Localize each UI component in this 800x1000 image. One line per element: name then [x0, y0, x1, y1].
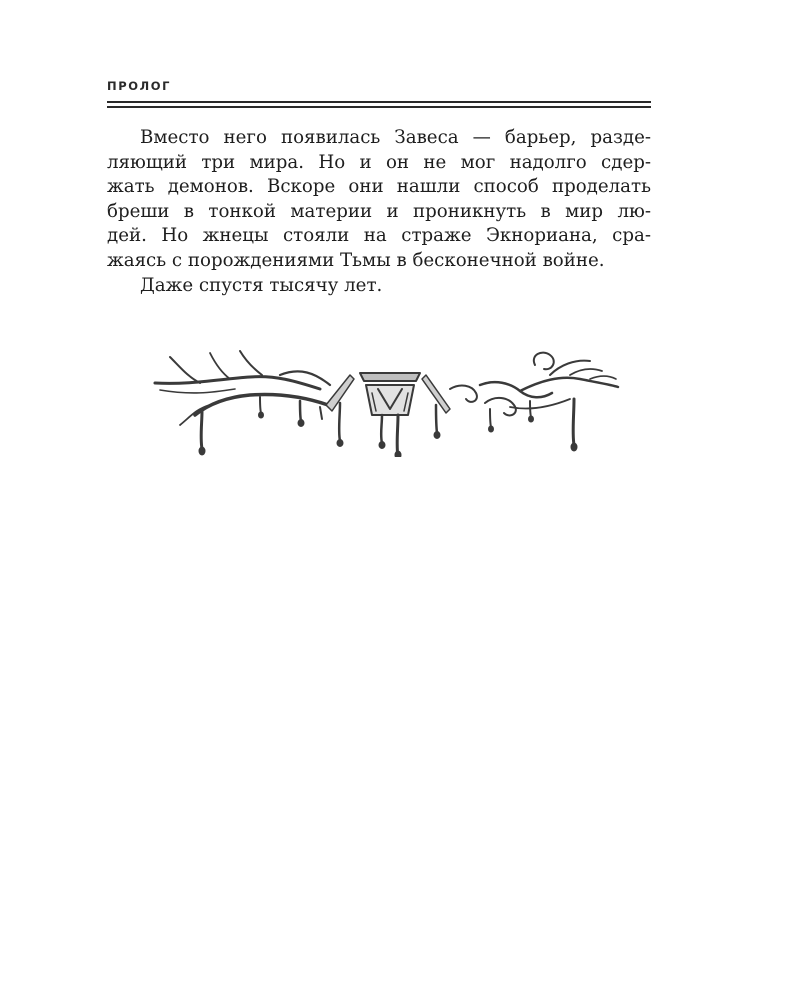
body-text	[107, 126, 651, 298]
running-head: ПРОЛОГ	[107, 79, 172, 93]
text-line: бреши в тонкой материи и проникнуть в мир лю-	[107, 200, 651, 222]
text-line: ляющий три мира. Но и он не мог надолго сдер-	[107, 151, 651, 173]
header-rule-thick	[107, 101, 651, 103]
text-line: Вместо него появилась Завеса — барьер, разде-	[140, 127, 651, 148]
text-line: жать демонов. Вскоре они нашли способ проделать	[107, 176, 651, 198]
header-rule-thin	[107, 106, 651, 108]
dripping-branches-ornament-icon	[150, 345, 620, 457]
text-line: жаясь с порождениями Тьмы в бесконечной войне.	[107, 249, 605, 271]
text-line: Даже спустя тысячу лет.	[140, 274, 383, 296]
text-line: дей. Но жнецы стояли на страже Экнориана, сра-	[107, 225, 651, 247]
